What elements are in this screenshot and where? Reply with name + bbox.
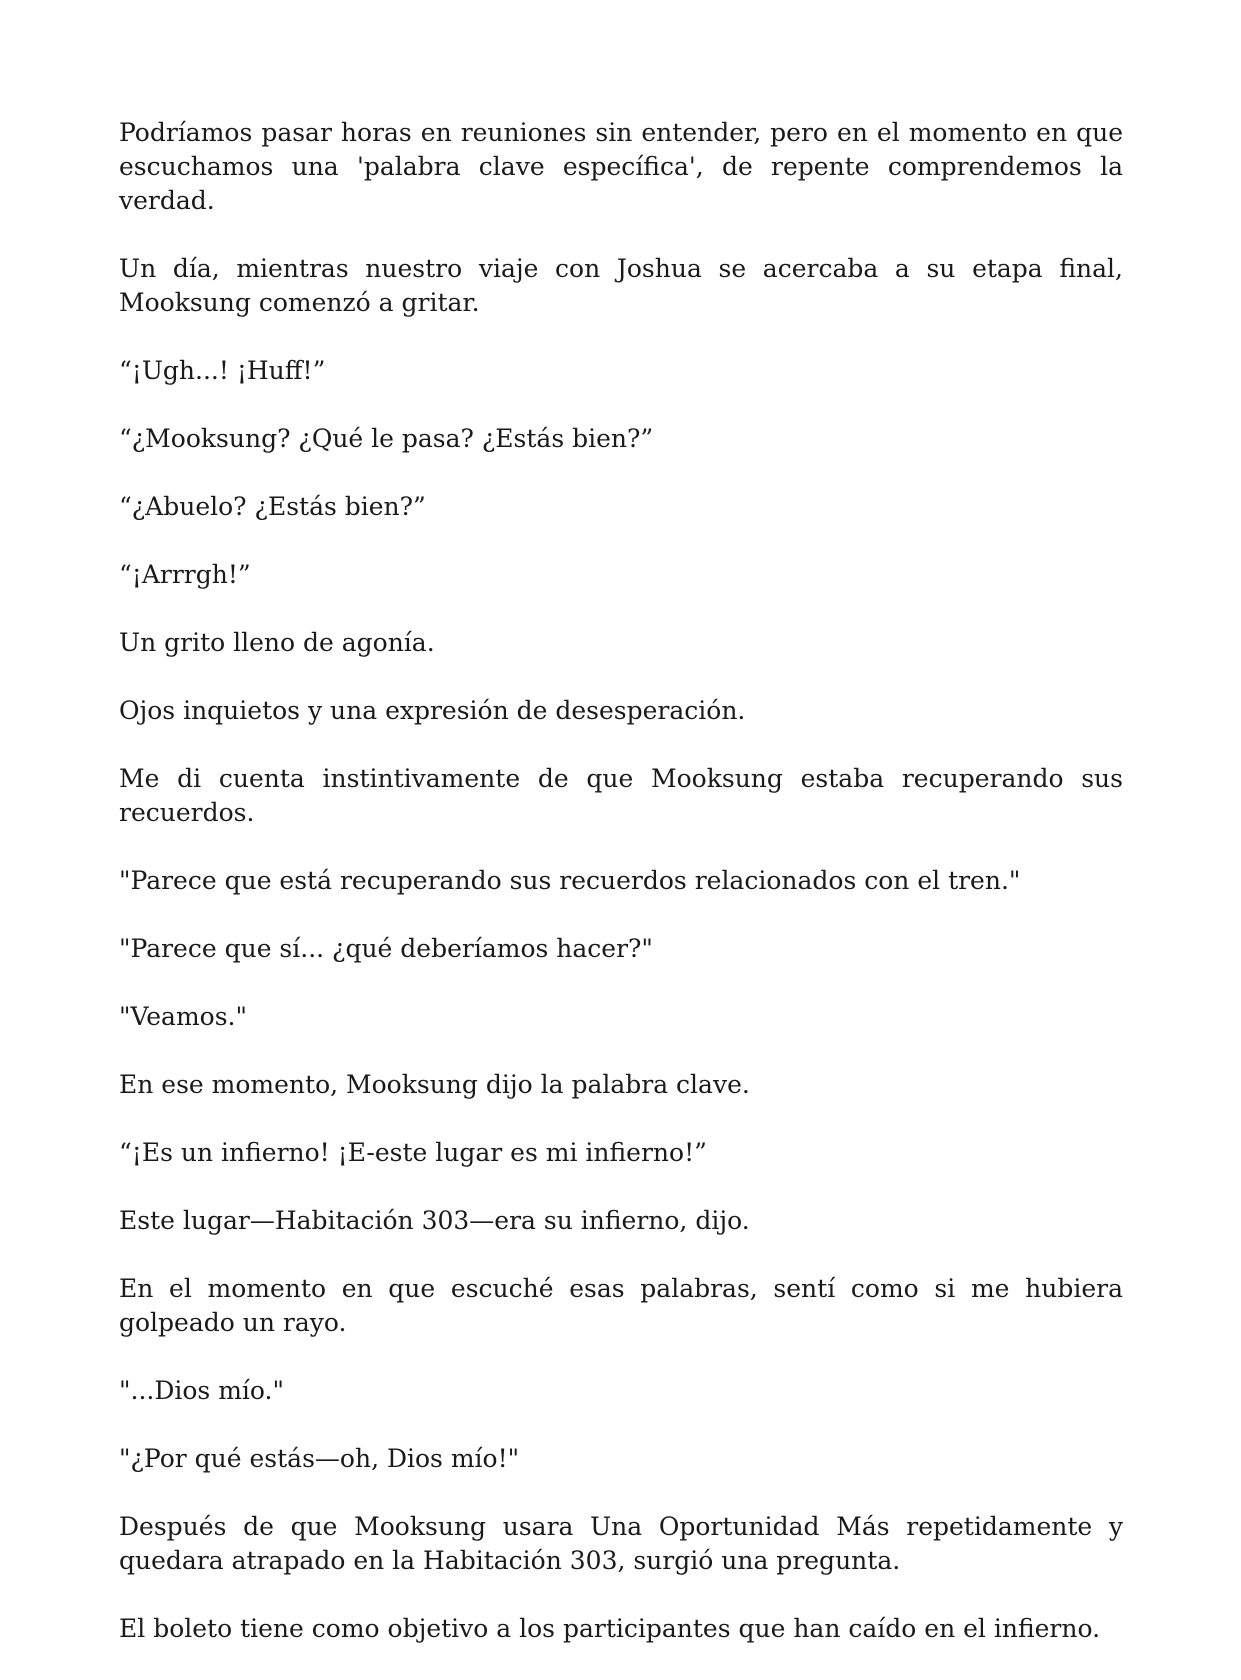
dialogue-line: "Veamos.": [119, 1002, 247, 1031]
dialogue-line: “¡Es un infierno! ¡E-este lugar es mi infierno!”: [119, 1138, 707, 1167]
paragraph: Este lugar—Habitación 303—era su infierno, dijo.: [119, 1206, 750, 1235]
paragraph: Podríamos pasar horas en reuniones sin entender, pero en el momento en que escuchamos una 'palabra clave específica', de repente comprendemos la verdad.: [119, 118, 1123, 215]
paragraph: Un día, mientras nuestro viaje con Joshua se acercaba a su etapa final, Mooksung comenzó a gritar.: [119, 254, 1123, 317]
dialogue-line: “¿Abuelo? ¿Estás bien?”: [119, 492, 426, 521]
paragraph: En ese momento, Mooksung dijo la palabra clave.: [119, 1070, 750, 1099]
paragraph: Me di cuenta instintivamente de que Mooksung estaba recuperando sus recuerdos.: [119, 764, 1123, 827]
paragraph: Después de que Mooksung usara Una Oportunidad Más repetidamente y quedara atrapado en la Habitación 303, surgió una pregunta.: [119, 1512, 1123, 1575]
paragraph: Ojos inquietos y una expresión de desesperación.: [119, 696, 746, 725]
document-body: [119, 116, 1123, 1680]
dialogue-line: "¿Por qué estás—oh, Dios mío!": [119, 1444, 520, 1473]
dialogue-line: “¡Arrrgh!”: [119, 560, 251, 589]
dialogue-line: “¡Ugh...! ¡Huff!”: [119, 356, 326, 385]
dialogue-line: "...Dios mío.": [119, 1376, 284, 1405]
dialogue-line: "Parece que sí... ¿qué deberíamos hacer?": [119, 934, 653, 963]
paragraph: Un grito lleno de agonía.: [119, 628, 435, 657]
dialogue-line: “¿Mooksung? ¿Qué le pasa? ¿Estás bien?”: [119, 424, 654, 453]
paragraph: El boleto tiene como objetivo a los participantes que han caído en el infierno.: [119, 1614, 1101, 1643]
paragraph: En el momento en que escuché esas palabras, sentí como si me hubiera golpeado un rayo.: [119, 1274, 1123, 1337]
dialogue-line: "Parece que está recuperando sus recuerdos relacionados con el tren.": [119, 866, 1021, 895]
